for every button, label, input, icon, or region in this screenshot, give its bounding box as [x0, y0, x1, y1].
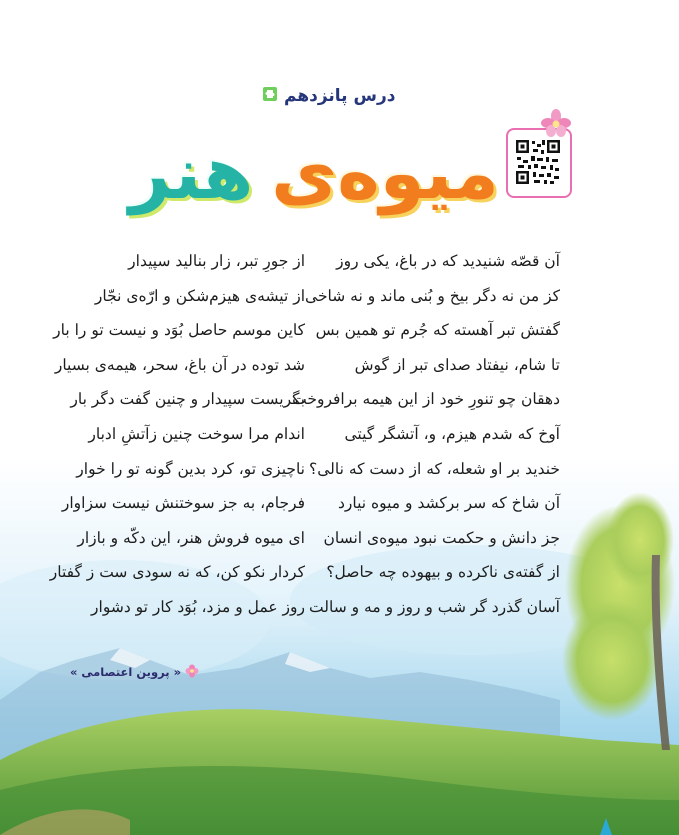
poem-line: بگریست سپیدار و چنین گفت دگر بار	[70, 390, 305, 409]
qr-code-icon[interactable]	[506, 128, 572, 198]
poem-line: کردار نکو کن، که نه سودی ست ز گفتار	[49, 563, 305, 582]
page-title	[125, 112, 503, 234]
poem-line: کاین موسم حاصل بُوَد و نیست تو را بار	[53, 321, 305, 340]
poem-line: از گفته‌ی ناکرده و بیهوده چه حاصل؟	[326, 563, 560, 582]
poem-line: آسان گذرد گر شب و روز و مه و سالت	[309, 597, 560, 616]
lesson-label	[262, 81, 402, 111]
poem-line: آن قصّه شنیدید که در باغ، یکی روز	[336, 252, 560, 270]
poem-line: ای میوه فروش هنر، این دکّه و بازار	[77, 528, 305, 547]
puzzle-piece-icon	[262, 86, 278, 106]
poem-line: از جورِ تبر، زار بنالید سپیدار	[128, 252, 305, 270]
poem-line: تا شام، نیفتاد صدای تبر از گوش	[354, 355, 560, 374]
title-word-fruit: میوه‌ی	[271, 131, 499, 215]
poem-line: دهقان چو تنورِ خود از این هیمه برافروخت	[292, 390, 560, 409]
poem-right-column	[292, 244, 560, 625]
flower-icon	[185, 663, 199, 682]
poem-line: خندید بر او شعله، که از دست که نالی؟	[308, 459, 560, 478]
poem-line: جز دانش و حکمت نبود میوه‌ی انسان	[323, 528, 560, 547]
poem-line: شد توده در آن باغ، سحر، هیمه‌ی بسیار	[54, 355, 305, 374]
poem-line: آن شاخ که سر برکشد و میوه نیارد	[337, 494, 560, 513]
poem-line: اندام مرا سوخت چنین زآتشِ ادبار	[88, 424, 305, 443]
poem-line: فرجام، به جز سوختنش نیست سزاوار	[61, 494, 305, 513]
poem-line: کز من نه دگر بیخ و بُنی ماند و نه شاخی	[305, 286, 560, 305]
author-name: « پروین اعتصامی »	[70, 665, 182, 679]
title-word-art: هنر	[129, 131, 254, 215]
poem-left-column	[49, 244, 305, 625]
poem-line: از تیشه‌ی هیزم‌شکن و ارّه‌ی نجّار	[94, 286, 305, 305]
lesson-title: درس پانزدهم	[284, 86, 396, 106]
flower-icon	[540, 108, 572, 138]
poem-line: روز عمل و مزد، بُوَد کار تو دشوار	[91, 597, 305, 616]
poem-line: ناچیزی تو، کرد بدین گونه تو را خوار	[76, 459, 305, 478]
author-credit	[70, 661, 199, 683]
poem-line: آوخ که شدم هیزم، و، آتشگر گیتی	[344, 424, 560, 443]
poem-line: گفتش تبر آهسته که جُرم تو همین بس	[315, 321, 560, 340]
